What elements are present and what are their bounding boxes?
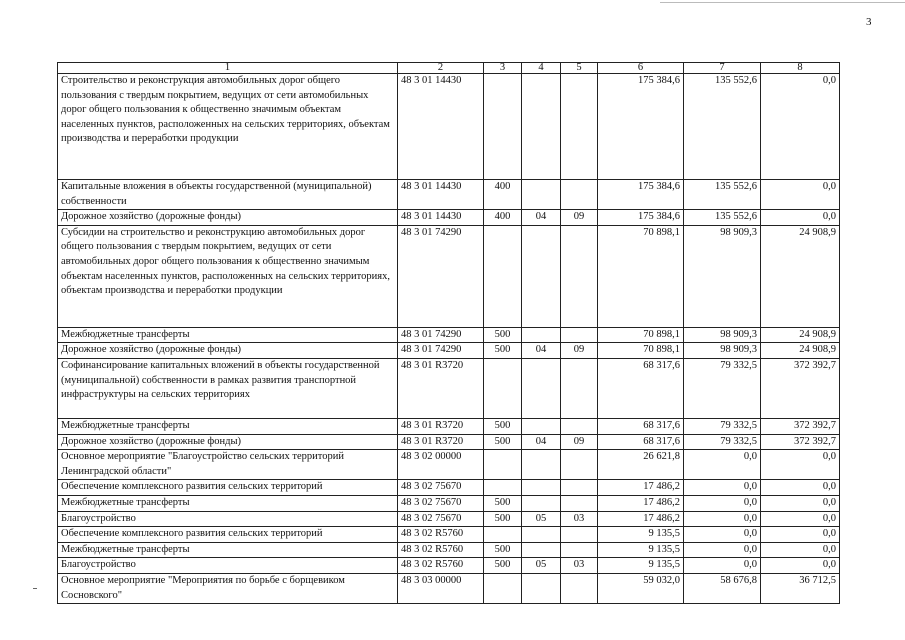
- table-cell-subsection: [561, 450, 598, 480]
- table-cell-name: Межбюджетные трансферты: [58, 542, 398, 558]
- table-row: [58, 542, 840, 558]
- table-row: [58, 74, 840, 180]
- header-col-6: 6: [598, 63, 684, 74]
- table-cell-name: Субсидии на строительство и реконструкцию автомобильных дорог общего пользования с твердым покрытием, ведущих от сети автомобильных дорог общего пользования к общественно значимым объектам населенных пунктов, расположенных на сельских территориях, объектам производства и переработки продукции: [58, 225, 398, 327]
- table-cell-amount-col8: 372 392,7: [761, 418, 840, 434]
- table-cell-code: 48 3 01 R3720: [398, 434, 484, 450]
- table-cell-subsection: [561, 74, 598, 180]
- table-cell-amount-col7: 135 552,6: [684, 74, 761, 180]
- table-cell-subsection: [561, 180, 598, 210]
- table-cell-amount-col6: 175 384,6: [598, 210, 684, 226]
- table-row: [58, 573, 840, 603]
- table-cell-amount-col7: 135 552,6: [684, 180, 761, 210]
- table-row: [58, 558, 840, 574]
- table-cell-amount-col8: 0,0: [761, 511, 840, 527]
- table-cell-subsection: 03: [561, 558, 598, 574]
- table-cell-amount-col7: 58 676,8: [684, 573, 761, 603]
- table-cell-amount-col6: 70 898,1: [598, 225, 684, 327]
- table-cell-section: [522, 527, 561, 543]
- table-header-row: [58, 63, 840, 74]
- table-row: [58, 450, 840, 480]
- table-cell-section: [522, 180, 561, 210]
- table-cell-amount-col8: 24 908,9: [761, 225, 840, 327]
- table-cell-section: 04: [522, 434, 561, 450]
- table-cell-code: 48 3 01 74290: [398, 327, 484, 343]
- table-row: [58, 418, 840, 434]
- table-cell-section: [522, 418, 561, 434]
- table-cell-amount-col7: 0,0: [684, 527, 761, 543]
- table-row: [58, 358, 840, 418]
- table-cell-amount-col6: 9 135,5: [598, 542, 684, 558]
- table-cell-expense-type: 500: [484, 327, 522, 343]
- table-cell-section: 05: [522, 558, 561, 574]
- table-cell-amount-col8: 24 908,9: [761, 327, 840, 343]
- table-cell-name: Межбюджетные трансферты: [58, 418, 398, 434]
- table-cell-code: 48 3 02 R5760: [398, 542, 484, 558]
- table-cell-amount-col8: 36 712,5: [761, 573, 840, 603]
- header-col-4: 4: [522, 63, 561, 74]
- table-cell-expense-type: [484, 225, 522, 327]
- table-cell-amount-col6: 17 486,2: [598, 480, 684, 496]
- table-cell-amount-col6: 9 135,5: [598, 558, 684, 574]
- table-cell-code: 48 3 01 R3720: [398, 358, 484, 418]
- table-cell-amount-col6: 17 486,2: [598, 511, 684, 527]
- scan-speck: [33, 588, 37, 589]
- table-cell-section: [522, 542, 561, 558]
- table-cell-amount-col7: 98 909,3: [684, 343, 761, 359]
- table-cell-amount-col6: 59 032,0: [598, 573, 684, 603]
- table-cell-subsection: 03: [561, 511, 598, 527]
- table-cell-amount-col7: 0,0: [684, 511, 761, 527]
- table-cell-amount-col8: 0,0: [761, 210, 840, 226]
- table-cell-section: [522, 573, 561, 603]
- table-cell-section: [522, 327, 561, 343]
- table-row: [58, 343, 840, 359]
- budget-table-body: [58, 74, 840, 604]
- table-cell-name: Обеспечение комплексного развития сельских территорий: [58, 527, 398, 543]
- table-cell-name: Основное мероприятие "Благоустройство сельских территорий Ленинградской области": [58, 450, 398, 480]
- table-cell-amount-col7: 79 332,5: [684, 418, 761, 434]
- table-cell-subsection: [561, 542, 598, 558]
- table-cell-amount-col8: 372 392,7: [761, 358, 840, 418]
- table-cell-amount-col7: 79 332,5: [684, 358, 761, 418]
- table-cell-code: 48 3 03 00000: [398, 573, 484, 603]
- table-cell-subsection: 09: [561, 434, 598, 450]
- table-cell-name: Софинансирование капитальных вложений в объекты государственной (муниципальной) собственности в рамках развития транспортной инфраструктуры на сельских территориях: [58, 358, 398, 418]
- table-cell-subsection: [561, 480, 598, 496]
- table-cell-amount-col8: 0,0: [761, 542, 840, 558]
- table-cell-subsection: [561, 358, 598, 418]
- table-cell-amount-col6: 175 384,6: [598, 74, 684, 180]
- table-cell-amount-col6: 68 317,6: [598, 358, 684, 418]
- table-cell-amount-col7: 0,0: [684, 480, 761, 496]
- table-cell-amount-col8: 372 392,7: [761, 434, 840, 450]
- table-cell-amount-col7: 0,0: [684, 558, 761, 574]
- header-col-1: 1: [58, 63, 398, 74]
- table-cell-amount-col6: 175 384,6: [598, 180, 684, 210]
- table-cell-name: Межбюджетные трансферты: [58, 327, 398, 343]
- table-cell-amount-col7: 98 909,3: [684, 225, 761, 327]
- table-cell-name: Капитальные вложения в объекты государственной (муниципальной) собственности: [58, 180, 398, 210]
- table-cell-amount-col6: 70 898,1: [598, 327, 684, 343]
- table-cell-expense-type: 500: [484, 511, 522, 527]
- table-cell-amount-col7: 98 909,3: [684, 327, 761, 343]
- scan-edge-line: [660, 2, 905, 3]
- table-cell-amount-col6: 17 486,2: [598, 495, 684, 511]
- table-cell-code: 48 3 01 74290: [398, 343, 484, 359]
- table-cell-code: 48 3 01 14430: [398, 74, 484, 180]
- table-cell-subsection: [561, 573, 598, 603]
- table-cell-amount-col8: 0,0: [761, 558, 840, 574]
- table-row: [58, 434, 840, 450]
- table-cell-section: [522, 74, 561, 180]
- table-cell-amount-col6: 68 317,6: [598, 418, 684, 434]
- table-cell-expense-type: 500: [484, 495, 522, 511]
- table-cell-code: 48 3 02 75670: [398, 480, 484, 496]
- table-cell-subsection: [561, 495, 598, 511]
- table-cell-name: Благоустройство: [58, 558, 398, 574]
- header-col-2: 2: [398, 63, 484, 74]
- table-cell-amount-col8: 0,0: [761, 495, 840, 511]
- table-cell-expense-type: [484, 527, 522, 543]
- table-cell-section: [522, 358, 561, 418]
- table-cell-subsection: 09: [561, 210, 598, 226]
- table-cell-amount-col8: 0,0: [761, 180, 840, 210]
- table-cell-name: Дорожное хозяйство (дорожные фонды): [58, 210, 398, 226]
- table-cell-subsection: [561, 527, 598, 543]
- table-cell-amount-col7: 0,0: [684, 495, 761, 511]
- table-cell-name: Дорожное хозяйство (дорожные фонды): [58, 434, 398, 450]
- table-cell-section: 04: [522, 210, 561, 226]
- table-cell-section: [522, 450, 561, 480]
- table-cell-amount-col6: 26 621,8: [598, 450, 684, 480]
- table-cell-subsection: 09: [561, 343, 598, 359]
- table-cell-name: Основное мероприятие "Мероприятия по борьбе с борщевиком Сосновского": [58, 573, 398, 603]
- table-cell-code: 48 3 01 R3720: [398, 418, 484, 434]
- table-cell-expense-type: 400: [484, 180, 522, 210]
- table-cell-name: Межбюджетные трансферты: [58, 495, 398, 511]
- table-cell-code: 48 3 01 14430: [398, 180, 484, 210]
- table-cell-expense-type: 500: [484, 418, 522, 434]
- table-cell-name: Обеспечение комплексного развития сельских территорий: [58, 480, 398, 496]
- table-cell-code: 48 3 02 R5760: [398, 527, 484, 543]
- table-cell-section: [522, 480, 561, 496]
- table-row: [58, 527, 840, 543]
- table-cell-subsection: [561, 327, 598, 343]
- table-cell-expense-type: 500: [484, 343, 522, 359]
- table-cell-amount-col7: 135 552,6: [684, 210, 761, 226]
- table-cell-code: 48 3 02 R5760: [398, 558, 484, 574]
- table-cell-amount-col6: 9 135,5: [598, 527, 684, 543]
- table-cell-expense-type: [484, 573, 522, 603]
- table-cell-expense-type: 400: [484, 210, 522, 226]
- table-cell-name: Благоустройство: [58, 511, 398, 527]
- table-cell-amount-col8: 0,0: [761, 527, 840, 543]
- table-row: [58, 327, 840, 343]
- table-cell-amount-col8: 24 908,9: [761, 343, 840, 359]
- budget-table: [57, 62, 840, 604]
- page-number: 3: [866, 16, 872, 28]
- table-cell-amount-col6: 68 317,6: [598, 434, 684, 450]
- table-cell-amount-col8: 0,0: [761, 74, 840, 180]
- table-cell-expense-type: 500: [484, 558, 522, 574]
- table-cell-amount-col7: 0,0: [684, 542, 761, 558]
- table-cell-code: 48 3 01 14430: [398, 210, 484, 226]
- table-cell-code: 48 3 01 74290: [398, 225, 484, 327]
- table-cell-section: 05: [522, 511, 561, 527]
- table-cell-amount-col7: 79 332,5: [684, 434, 761, 450]
- table-cell-expense-type: [484, 358, 522, 418]
- header-col-5: 5: [561, 63, 598, 74]
- table-cell-expense-type: [484, 450, 522, 480]
- table-cell-name: Строительство и реконструкция автомобильных дорог общего пользования с твердым покрытием, ведущих от сети автомобильных дорог общего пользования к общественно значимым объектам населенных пунктов, расположенных на сельских территориях, объектам производства и переработки продукции: [58, 74, 398, 180]
- table-cell-expense-type: 500: [484, 542, 522, 558]
- table-cell-amount-col8: 0,0: [761, 450, 840, 480]
- table-cell-code: 48 3 02 75670: [398, 511, 484, 527]
- header-col-8: 8: [761, 63, 840, 74]
- table-cell-expense-type: [484, 480, 522, 496]
- table-row: [58, 480, 840, 496]
- table-cell-name: Дорожное хозяйство (дорожные фонды): [58, 343, 398, 359]
- table-row: [58, 210, 840, 226]
- table-cell-amount-col7: 0,0: [684, 450, 761, 480]
- table-cell-subsection: [561, 225, 598, 327]
- table-cell-subsection: [561, 418, 598, 434]
- table-cell-code: 48 3 02 00000: [398, 450, 484, 480]
- table-cell-amount-col8: 0,0: [761, 480, 840, 496]
- table-row: [58, 511, 840, 527]
- table-cell-expense-type: 500: [484, 434, 522, 450]
- table-cell-section: [522, 225, 561, 327]
- table-cell-expense-type: [484, 74, 522, 180]
- table-cell-amount-col6: 70 898,1: [598, 343, 684, 359]
- table-cell-section: [522, 495, 561, 511]
- table-row: [58, 225, 840, 327]
- table-row: [58, 180, 840, 210]
- table-cell-section: 04: [522, 343, 561, 359]
- header-col-7: 7: [684, 63, 761, 74]
- table-row: [58, 495, 840, 511]
- table-cell-code: 48 3 02 75670: [398, 495, 484, 511]
- header-col-3: 3: [484, 63, 522, 74]
